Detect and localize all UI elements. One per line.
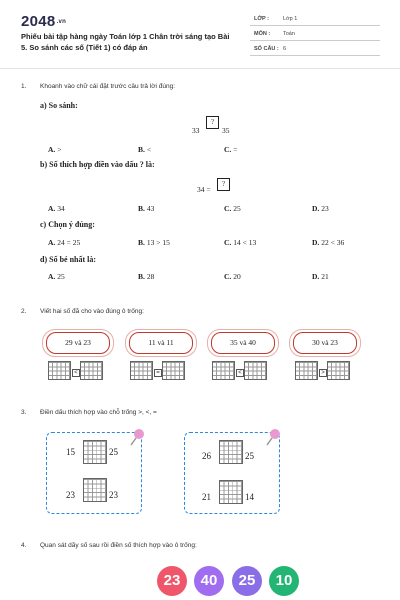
question-text: Điền dấu thích hợp vào chỗ trống >, <, =: [40, 409, 157, 416]
field-label: SỐ CÂU :: [254, 46, 279, 52]
answer-grid[interactable]: [162, 361, 185, 380]
number-pair-card: 30 và 23: [293, 332, 357, 354]
pin-icon: [264, 427, 282, 447]
option-d[interactable]: D. 23: [312, 204, 329, 213]
answer-grid[interactable]: [80, 361, 103, 380]
pin-icon: [128, 427, 146, 447]
sub-question-b: b) Số thích hợp điền vào dấu ? là:: [40, 160, 155, 169]
answer-grid[interactable]: [295, 361, 318, 380]
option-c[interactable]: C. 25: [224, 204, 241, 213]
answer-grid[interactable]: [130, 361, 153, 380]
class-field: [250, 14, 380, 26]
page-title: Phiếu bài tập hàng ngày Toán lớp 1 Chân trời sáng tạo Bài 5. So sánh các số (Tiết 1) có đáp án: [21, 32, 230, 52]
number-pair-card: 29 và 23: [46, 332, 110, 354]
header-divider: [0, 68, 400, 69]
question-number: 3.: [21, 409, 27, 416]
option-b[interactable]: B. <: [138, 145, 152, 154]
number-right: 23: [109, 490, 118, 500]
page-header: [0, 0, 400, 68]
number-right: 14: [245, 492, 254, 502]
option-d[interactable]: D. 22 < 36: [312, 238, 345, 247]
number-right: 25: [245, 451, 254, 461]
comparison-sign: <: [72, 369, 80, 377]
answer-box[interactable]: ?: [206, 116, 219, 129]
compare-right: 35: [222, 126, 230, 135]
sequence-number: 40: [194, 566, 224, 596]
option-c[interactable]: C. =: [224, 145, 238, 154]
question-count-field: [250, 44, 380, 56]
answer-grid[interactable]: [219, 440, 243, 464]
sequence-number: 23: [157, 566, 187, 596]
subject-field: [250, 29, 380, 41]
number-left: 15: [66, 447, 75, 457]
comparison-sign: >: [319, 369, 327, 377]
option-b[interactable]: B. 43: [138, 204, 155, 213]
question-number: 1.: [21, 83, 27, 90]
logo-text: 2048: [21, 13, 56, 30]
option-b[interactable]: B. 28: [138, 272, 155, 281]
number-right: 25: [109, 447, 118, 457]
number-left: 23: [66, 490, 75, 500]
answer-grid[interactable]: [219, 480, 243, 504]
sequence-number: 10: [269, 566, 299, 596]
answer-grid[interactable]: [48, 361, 71, 380]
question-text: Quan sát dãy số sau rồi điền số thích hợp vào ô trống:: [40, 542, 197, 549]
site-logo[interactable]: [21, 13, 66, 30]
answer-grid[interactable]: [212, 361, 235, 380]
question-number: 2.: [21, 308, 27, 315]
field-value: 6: [283, 46, 287, 52]
question-text: Viết hai số đã cho vào đúng ô trống:: [40, 308, 144, 315]
option-c[interactable]: C. 14 < 13: [224, 238, 257, 247]
number-left: 21: [202, 492, 211, 502]
option-a[interactable]: A. 24 = 25: [48, 238, 81, 247]
sub-question-d: d) Số bé nhất là:: [40, 255, 97, 264]
comparison-sign: =: [154, 369, 162, 377]
number-pair-card: 35 và 40: [211, 332, 275, 354]
answer-grid[interactable]: [327, 361, 350, 380]
answer-box[interactable]: ?: [217, 178, 230, 191]
logo-suffix: .vn: [56, 19, 67, 26]
comparison-sign: <: [236, 369, 244, 377]
option-a[interactable]: A. >: [48, 145, 62, 154]
option-a[interactable]: A. 25: [48, 272, 65, 281]
sub-question-c: c) Chọn ý đúng:: [40, 220, 95, 229]
answer-grid[interactable]: [83, 440, 107, 464]
equation-left: 34 =: [197, 185, 211, 194]
number-pair-card: 11 và 11: [129, 332, 193, 354]
compare-left: 33: [192, 126, 200, 135]
answer-grid[interactable]: [244, 361, 267, 380]
option-a[interactable]: A. 34: [48, 204, 65, 213]
answer-grid[interactable]: [83, 478, 107, 502]
field-label: LỚP :: [254, 16, 269, 22]
sub-question-a: a) So sánh:: [40, 101, 78, 110]
question-number: 4.: [21, 542, 27, 549]
field-value: Toán: [283, 31, 295, 37]
field-label: MÔN :: [254, 31, 271, 37]
field-value: Lớp 1: [283, 16, 298, 22]
number-left: 26: [202, 451, 211, 461]
option-c[interactable]: C. 20: [224, 272, 241, 281]
sequence-number: 25: [232, 566, 262, 596]
option-b[interactable]: B. 13 > 15: [138, 238, 170, 247]
option-d[interactable]: D. 21: [312, 272, 329, 281]
question-text: Khoanh vào chữ cái đặt trước câu trả lời đúng:: [40, 83, 176, 90]
